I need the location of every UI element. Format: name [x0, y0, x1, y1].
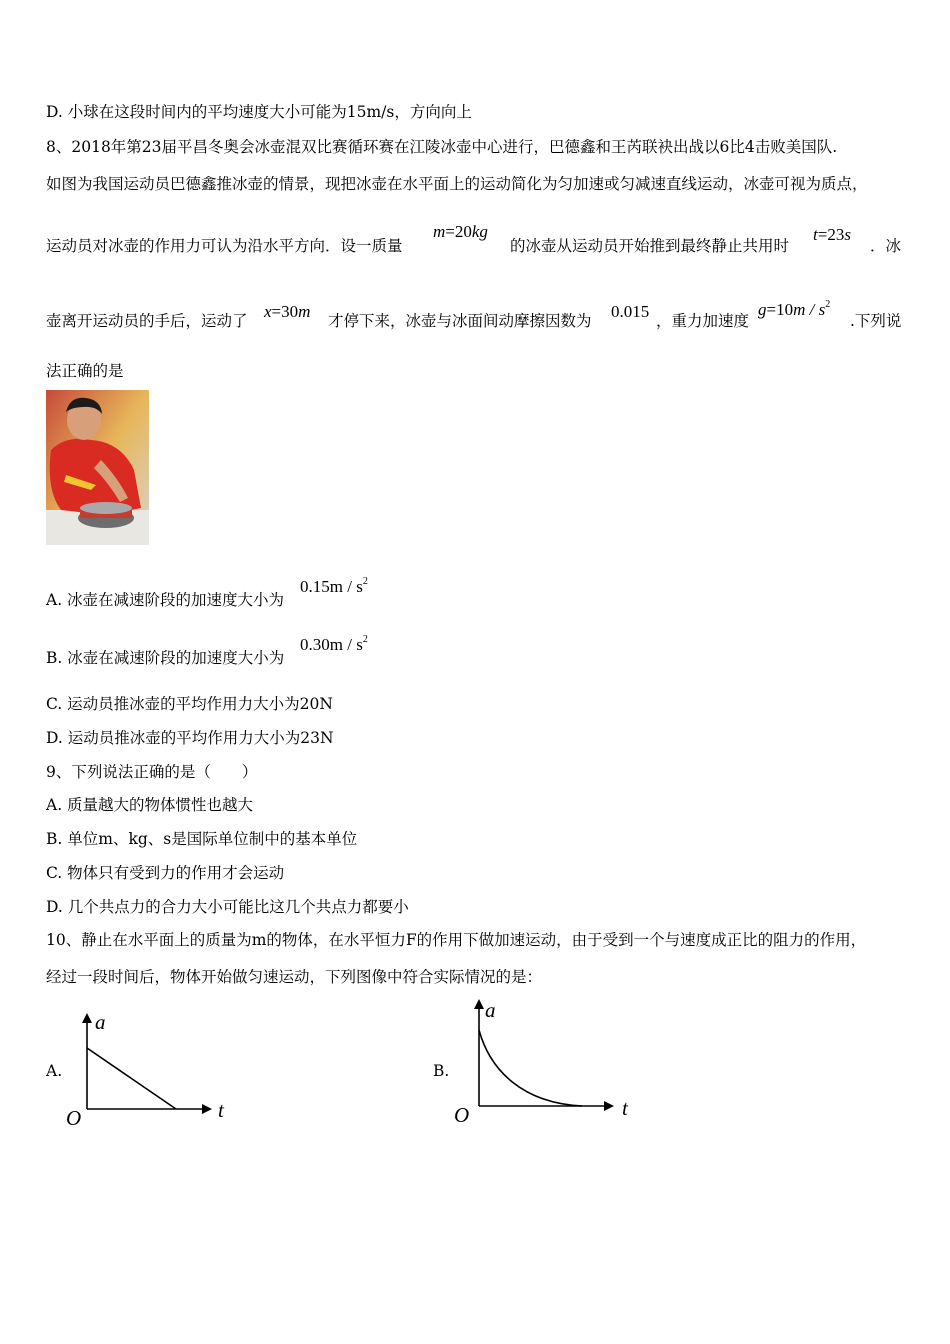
- q8-option-c: C. 运动员推冰壶的平均作用力大小为20N: [46, 695, 333, 713]
- curling-athlete-photo: [46, 390, 149, 545]
- q9-option-d: D. 几个共点力的合力大小可能比这几个共点力都要小: [46, 898, 409, 916]
- graph-a-y-label: a: [95, 1010, 106, 1034]
- q9-option-c: C. 物体只有受到力的作用才会运动: [46, 864, 285, 882]
- q8-stem-line1: 8、2018年第23届平昌冬奥会冰壶混双比赛循环赛在江陵冰壶中心进行，巴德鑫和王芮联袂出战以6比4击败美国队.: [46, 138, 838, 156]
- prev-option-d: D. 小球在这段时间内的平均速度大小可能为15m/s，方向向上: [46, 103, 472, 121]
- q8-stem-line5: 法正确的是: [46, 362, 124, 380]
- graph-a-linear-decrease: [60, 1005, 240, 1135]
- graph-a-origin: O: [66, 1106, 82, 1130]
- distance-formula: x=30m: [264, 302, 311, 321]
- q8-stem-line3b: 的冰壶从运动员开始推到最终静止共用时: [510, 237, 790, 255]
- q9-option-a: A. 质量越大的物体惯性也越大: [46, 796, 254, 814]
- q8-stem-line3c: ．冰: [870, 237, 902, 255]
- graph-a-label: A.: [46, 1062, 63, 1080]
- q9-stem: 9、下列说法正确的是（ ）: [46, 763, 258, 781]
- q8-option-d: D. 运动员推冰壶的平均作用力大小为23N: [46, 729, 334, 747]
- friction-coefficient: 0.015: [611, 302, 650, 321]
- q8-option-a-value: $0.15m / s^2$: [300, 576, 368, 596]
- q8-stem-line4b: 才停下来，冰壶与冰面间动摩擦因数为: [328, 312, 592, 330]
- graph-b-curve: [479, 1030, 582, 1106]
- q8-stem-line3a: 运动员对冰壶的作用力可认为沿水平方向．设一质量: [46, 237, 403, 255]
- q10-stem-line2: 经过一段时间后，物体开始做匀速运动，下列图像中符合实际情况的是：: [46, 968, 543, 986]
- graph-b-y-label: a: [485, 998, 496, 1022]
- q8-option-b: B. 冰壶在减速阶段的加速度大小为: [46, 649, 285, 667]
- q8-option-a: A. 冰壶在减速阶段的加速度大小为: [46, 591, 285, 609]
- time-formula: t=23s: [813, 225, 851, 244]
- graph-b-origin: O: [454, 1103, 470, 1127]
- graph-a-x-label: t: [218, 1098, 224, 1122]
- q8-stem-line2: 如图为我国运动员巴德鑫推冰壶的情景，现把冰壶在水平面上的运动简化为匀加速或匀减速直线运动，冰壶可视为质点，: [46, 175, 868, 193]
- q10-stem-line1: 10、静止在水平面上的质量为m的物体，在水平恒力F的作用下做加速运动，由于受到一个与速度成正比的阻力的作用，: [46, 931, 867, 949]
- mass-formula: m=20kg: [433, 222, 488, 241]
- graph-a-curve: [87, 1048, 176, 1109]
- graph-b-label: B.: [433, 1062, 450, 1080]
- q8-stem-line4a: 壶离开运动员的手后，运动了: [46, 312, 248, 330]
- graph-b-exponential-decay: [452, 995, 642, 1135]
- q8-stem-line4c: ，重力加速度: [656, 312, 750, 330]
- gravity-formula: $g=10m / s^2$: [758, 299, 831, 319]
- graph-b-x-label: t: [622, 1096, 628, 1120]
- q8-stem-line4d: .下列说: [850, 312, 902, 330]
- q8-option-b-value: $0.30m / s^2$: [300, 634, 368, 654]
- q9-option-b: B. 单位m、kg、s是国际单位制中的基本单位: [46, 830, 358, 848]
